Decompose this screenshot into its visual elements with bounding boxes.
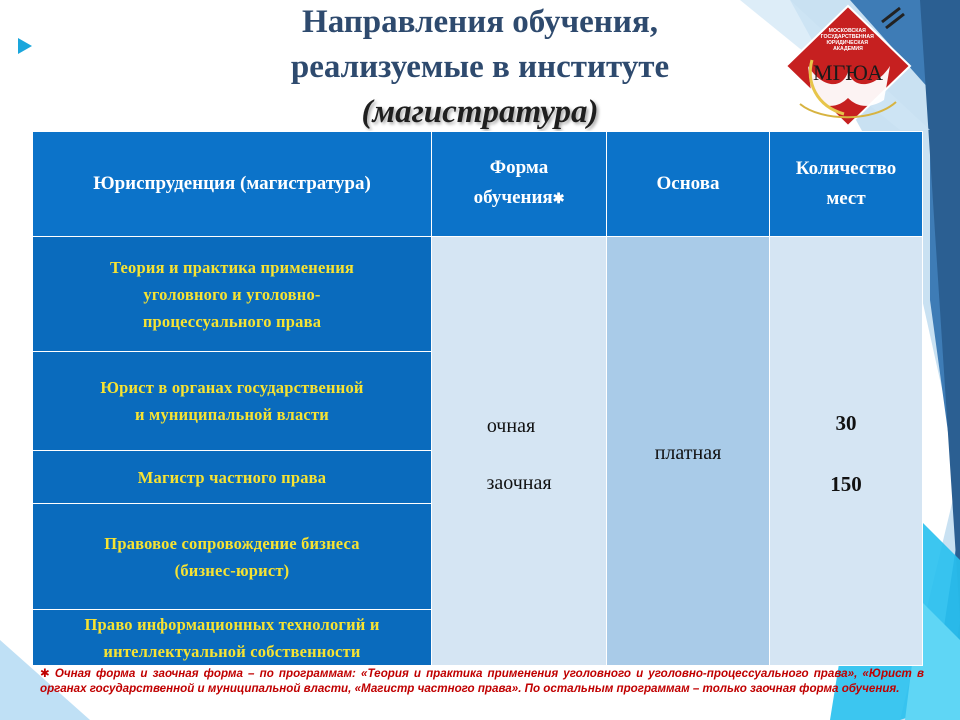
- program-cell-3: [33, 451, 432, 504]
- places-value-2: 150: [830, 472, 862, 496]
- footnote: ✱ Очная форма и заочная форма – по программам: «Теория и практика применения уголовного и уголовно-процессуального права», «Юрист в органах государственной и муниципальной власти, «Магистр частного права». По остальным программам – только заочная форма обучения.: [40, 667, 924, 695]
- header-program: Юриспруденция (магистратура): [33, 132, 432, 237]
- program-4-line-1: Правовое сопровождение бизнеса: [104, 533, 360, 553]
- logo-arc-text: МОСКОВСКАЯ: [828, 28, 866, 34]
- program-4-line-2: (бизнес-юрист): [174, 560, 290, 580]
- program-cell-2: [33, 352, 432, 451]
- basis-value: платная: [654, 441, 722, 464]
- places-cell: [770, 237, 923, 666]
- header-places-line1: Количество: [795, 158, 897, 179]
- title-line-1: Направления обучения,: [302, 4, 658, 40]
- table-header-row: [33, 132, 923, 237]
- form-cell: [432, 237, 607, 666]
- program-1-line-1: Теория и практика применения: [109, 257, 355, 277]
- header-form: [432, 132, 607, 237]
- programs-table: [32, 131, 923, 666]
- header-places: [770, 132, 923, 237]
- logo-letters: МГЮА: [813, 60, 883, 85]
- form-value-1: очная: [486, 415, 536, 437]
- places-value-1: 30: [835, 411, 857, 435]
- title-line-3: (магистратура): [361, 94, 599, 130]
- program-2-line-1: Юрист в органах государственной: [100, 378, 364, 397]
- header-form-line1: Форма: [489, 157, 549, 178]
- mgua-logo-icon: [782, 2, 914, 130]
- program-1-line-2: уголовного и уголовно-: [143, 284, 321, 304]
- program-5-line-1: Право информационных технологий и: [84, 614, 380, 634]
- program-cell-1: [33, 237, 432, 352]
- table-row: [33, 237, 923, 352]
- svg-text:МОСКОВСКАЯ ГОСУДАРСТВЕННАЯ: МОСКОВСКАЯ ГОСУДАРСТВЕННАЯ ЮРИДИЧЕСКАЯ АКАДЕМИЯ: [820, 28, 874, 52]
- program-2-line-2: и муниципальной власти: [135, 405, 329, 424]
- program-1-line-3: процессуального права: [142, 311, 322, 331]
- header-form-line2: обучения: [473, 187, 553, 208]
- basis-cell: [607, 237, 770, 666]
- program-cell-4: [33, 504, 432, 610]
- form-value-2: заочная: [486, 472, 552, 494]
- page-title: [130, 0, 830, 135]
- header-places-line2: мест: [826, 188, 866, 209]
- header-basis: Основа: [607, 132, 770, 237]
- program-5-line-2: интеллектуальной собственности: [103, 641, 361, 661]
- title-line-2: реализуемые в институте: [290, 49, 670, 85]
- program-3-line-1: Магистр частного права: [137, 467, 327, 487]
- asterisk-icon: ✱: [552, 192, 565, 207]
- program-cell-5: [33, 610, 432, 666]
